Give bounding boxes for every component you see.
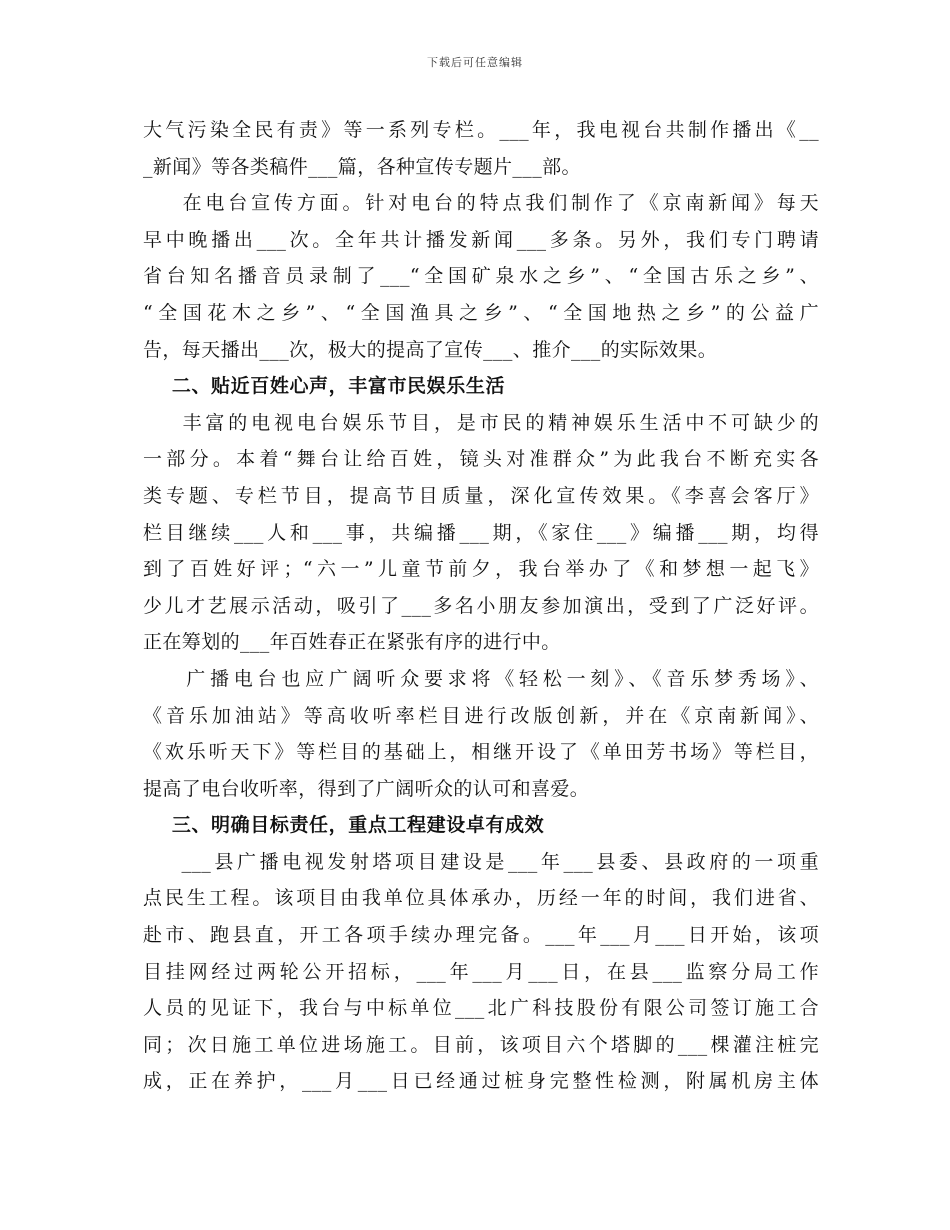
paragraph-first-line: 广播电台也应广阔听众要求将《轻松一刻》、《音乐梦秀场》、 [143, 667, 819, 690]
body-line: 《欢乐听天下》等栏目的基础上，相继开设了《单田芳书场》等栏目， [143, 741, 819, 764]
body-line: 目挂网经过两轮公开招标，___年___月___日，在县___监察分局工作 [143, 960, 819, 983]
document-body [143, 112, 819, 1100]
body-line: 告，每天播出___次，极大的提高了宣传___、推介___的实际效果。 [143, 338, 718, 361]
body-line: 大气污染全民有责》等一系列专栏。___年，我电视台共制作播出《__ [143, 119, 819, 141]
body-line: 赴市、跑县直，开工各项手续办理完备。___年___月___日开始，该项 [143, 924, 819, 947]
body-line: 同；次日施工单位进场施工。目前，该项目六个塔脚的___棵灌注桩完 [143, 1033, 819, 1056]
body-line: 早中晚播出___次。全年共计播发新闻___多条。另外，我们专门聘请 [143, 228, 819, 251]
body-line: 正在筹划的___年百姓春正在紧张有序的进行中。 [143, 631, 561, 654]
paragraph-first-line: ___县广播电视发射塔项目建设是___年___县委、县政府的一项重 [143, 850, 819, 873]
body-line: “全国花木之乡”、“全国渔具之乡”、“全国地热之乡”的公益广 [143, 301, 819, 324]
body-line: 一部分。本着“舞台让给百姓，镜头对准群众”为此我台不断充实各 [143, 448, 819, 471]
body-line: 人员的见证下，我台与中标单位___北广科技股份有限公司签订施工合 [143, 997, 819, 1020]
body-line: 提高了电台收听率，得到了广阔听众的认可和喜爱。 [143, 777, 590, 800]
body-line: 少儿才艺展示活动，吸引了___多名小朋友参加演出，受到了广泛好评。 [143, 594, 819, 617]
body-line: 到了百姓好评；“六一”儿童节前夕，我台举办了《和梦想一起飞》 [143, 558, 819, 581]
body-line: 省台知名播音员录制了___“全国矿泉水之乡”、“全国古乐之乡”、 [143, 265, 819, 288]
body-line: 《音乐加油站》等高收听率栏目进行改版创新，并在《京南新闻》、 [143, 704, 819, 727]
paragraph-first-line: 丰富的电视电台娱乐节目，是市民的精神娱乐生活中不可缺少的 [143, 411, 819, 434]
paragraph-first-line: 在电台宣传方面。针对电台的特点我们制作了《京南新闻》每天 [143, 192, 819, 215]
page-header-note: 下载后可任意编辑 [427, 56, 523, 69]
body-line: _新闻》等各类稿件___篇，各种宣传专题片___部。 [143, 155, 581, 178]
body-line: 栏目继续___人和___事，共编播___期，《家住___》编播___期，均得 [143, 521, 819, 544]
body-line: 成，正在养护，___月___日已经通过桩身完整性检测，附属机房主体 [143, 1070, 819, 1093]
section-heading-2: 二、贴近百姓心声，丰富市民娱乐生活 [143, 375, 506, 398]
body-line: 点民生工程。该项目由我单位具体承办，历经一年的时间，我们进省、 [143, 887, 819, 910]
section-heading-3: 三、明确目标责任，重点工程建设卓有成效 [143, 814, 545, 837]
body-line: 类专题、专栏节目，提高节目质量，深化宣传效果。《李喜会客厅》 [143, 484, 819, 507]
